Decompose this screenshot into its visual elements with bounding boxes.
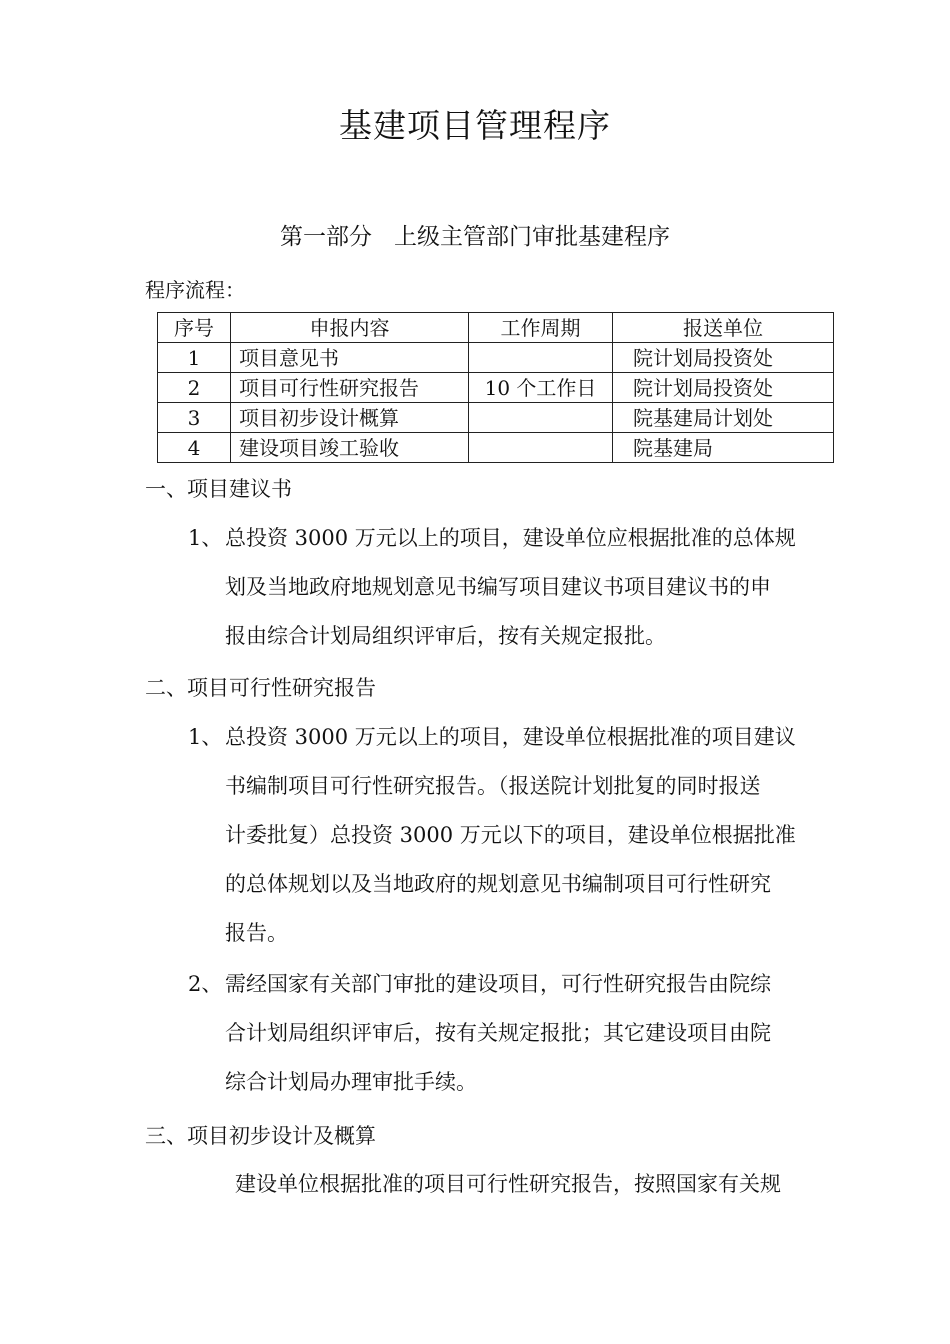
cell-period: [469, 343, 613, 373]
column-header-unit: 报送单位: [613, 313, 834, 343]
section-heading: 一、项目建议书: [145, 477, 292, 501]
flow-label: 程序流程：: [145, 278, 245, 302]
cell-no: 3: [158, 403, 231, 433]
cell-period: 10 个工作日: [469, 373, 613, 403]
item-text-line: 报告。: [225, 921, 288, 945]
item-text-line: 总投资 3000 万元以上的项目，建设单位应根据批准的总体规: [225, 526, 796, 550]
cell-no: 2: [158, 373, 231, 403]
cell-unit: 院计划局投资处: [613, 343, 834, 373]
cell-content: 项目初步设计概算: [231, 403, 469, 433]
item-text-line: 合计划局组织评审后，按有关规定报批；其它建设项目由院: [225, 1021, 771, 1045]
section-heading: 二、项目可行性研究报告: [145, 676, 376, 700]
item-number: 2、: [188, 972, 223, 996]
section-heading: 三、项目初步设计及概算: [145, 1124, 376, 1148]
cell-content: 建设项目竣工验收: [231, 433, 469, 463]
table-row: [158, 343, 834, 373]
table-row: [158, 403, 834, 433]
cell-unit: 院基建局计划处: [613, 403, 834, 433]
column-header-period: 工作周期: [469, 313, 613, 343]
part-heading: [0, 218, 950, 251]
item-text-line: 报由综合计划局组织评审后，按有关规定报批。: [225, 624, 666, 648]
paragraph-line: 建设单位根据批准的项目可行性研究报告，按照国家有关规: [235, 1172, 781, 1196]
column-header-content: 申报内容: [231, 313, 469, 343]
table-row: [158, 433, 834, 463]
part-name: 上级主管部门审批基建程序: [394, 224, 670, 250]
cell-unit: 院基建局: [613, 433, 834, 463]
cell-period: [469, 433, 613, 463]
item-text-line: 总投资 3000 万元以上的项目，建设单位根据批准的项目建议: [225, 725, 796, 749]
item-text-line: 书编制项目可行性研究报告。（报送院计划批复的同时报送: [225, 774, 761, 798]
item-number: 1、: [188, 725, 223, 749]
procedure-table: [157, 312, 834, 463]
table-row: [158, 373, 834, 403]
cell-period: [469, 403, 613, 433]
part-label: 第一部分: [280, 224, 372, 250]
cell-unit: 院计划局投资处: [613, 373, 834, 403]
cell-content: 项目可行性研究报告: [231, 373, 469, 403]
item-text-line: 综合计划局办理审批手续。: [225, 1070, 477, 1094]
cell-no: 4: [158, 433, 231, 463]
item-text-line: 划及当地政府地规划意见书编写项目建议书项目建议书的申: [225, 575, 771, 599]
document-title: 基建项目管理程序: [339, 106, 611, 145]
cell-no: 1: [158, 343, 231, 373]
table-header-row: [158, 313, 834, 343]
item-text-line: 计委批复）总投资 3000 万元以下的项目，建设单位根据批准: [225, 823, 796, 847]
item-text-line: 需经国家有关部门审批的建设项目，可行性研究报告由院综: [225, 972, 771, 996]
item-text-line: 的总体规划以及当地政府的规划意见书编制项目可行性研究: [225, 872, 771, 896]
item-number: 1、: [188, 526, 223, 550]
column-header-no: 序号: [158, 313, 231, 343]
cell-content: 项目意见书: [231, 343, 469, 373]
